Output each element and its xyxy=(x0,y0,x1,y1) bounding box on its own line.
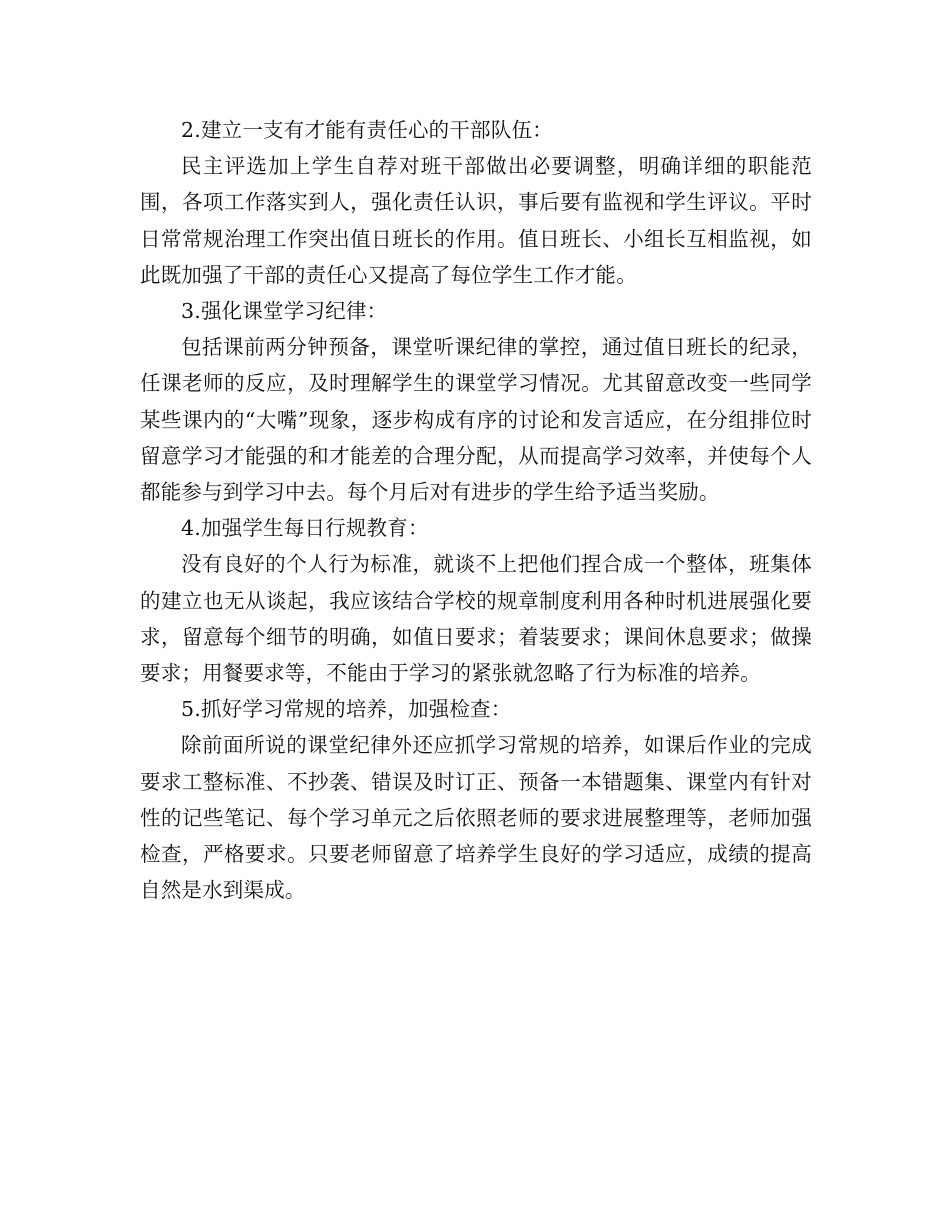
section-paragraph: 民主评选加上学生自荐对班干部做出必要调整，明确详细的职能范围，各项工作落实到人，强化责任认识，事后要有监视和学生评议。平时日常常规治理工作突出值日班长的作用。值日班长、小组长互相监视，如此既加强了干部的责任心又提高了每位学生工作才能。 xyxy=(140,154,812,287)
section-4 xyxy=(140,510,812,691)
section-5 xyxy=(140,691,812,908)
section-heading: 5.抓好学习常规的培养，加强检查： xyxy=(181,697,512,722)
section-2 xyxy=(140,112,812,293)
document-page xyxy=(140,112,812,908)
section-heading: 3.强化课堂学习纪律： xyxy=(181,299,388,324)
section-paragraph: 包括课前两分钟预备，课堂听课纪律的掌控，通过值日班长的纪录，任课老师的反应，及时理解学生的课堂学习情况。尤其留意改变一些同学某些课内的“大嘴”现象，逐步构成有序的讨论和发言适应，在分组排位时留意学习才能强的和才能差的合理分配，从而提高学习效率，并使每个人都能参与到学习中去。每个月后对有进步的学生给予适当奖励。 xyxy=(140,335,812,505)
section-heading: 2.建立一支有才能有责任心的干部队伍： xyxy=(181,118,553,142)
section-3 xyxy=(140,293,812,510)
section-heading: 4.加强学生每日行规教育： xyxy=(181,516,429,541)
section-paragraph: 没有良好的个人行为标准，就谈不上把他们捏合成一个整体，班集体的建立也无从谈起，我应该结合学校的规章制度利用各种时机进展强化要求，留意每个细节的明确，如值日要求；着装要求；课间休息要求；做操要求；用餐要求等，不能由于学习的紧张就忽略了行为标准的培养。 xyxy=(140,552,812,686)
section-paragraph: 除前面所说的课堂纪律外还应抓学习常规的培养，如课后作业的完成要求工整标准、不抄袭、错误及时订正、预备一本错题集、课堂内有针对性的记些笔记、每个学习单元之后依照老师的要求进展整理等，老师加强检查，严格要求。只要老师留意了培养学生良好的学习适应，成绩的提高自然是水到渠成。 xyxy=(140,733,812,903)
